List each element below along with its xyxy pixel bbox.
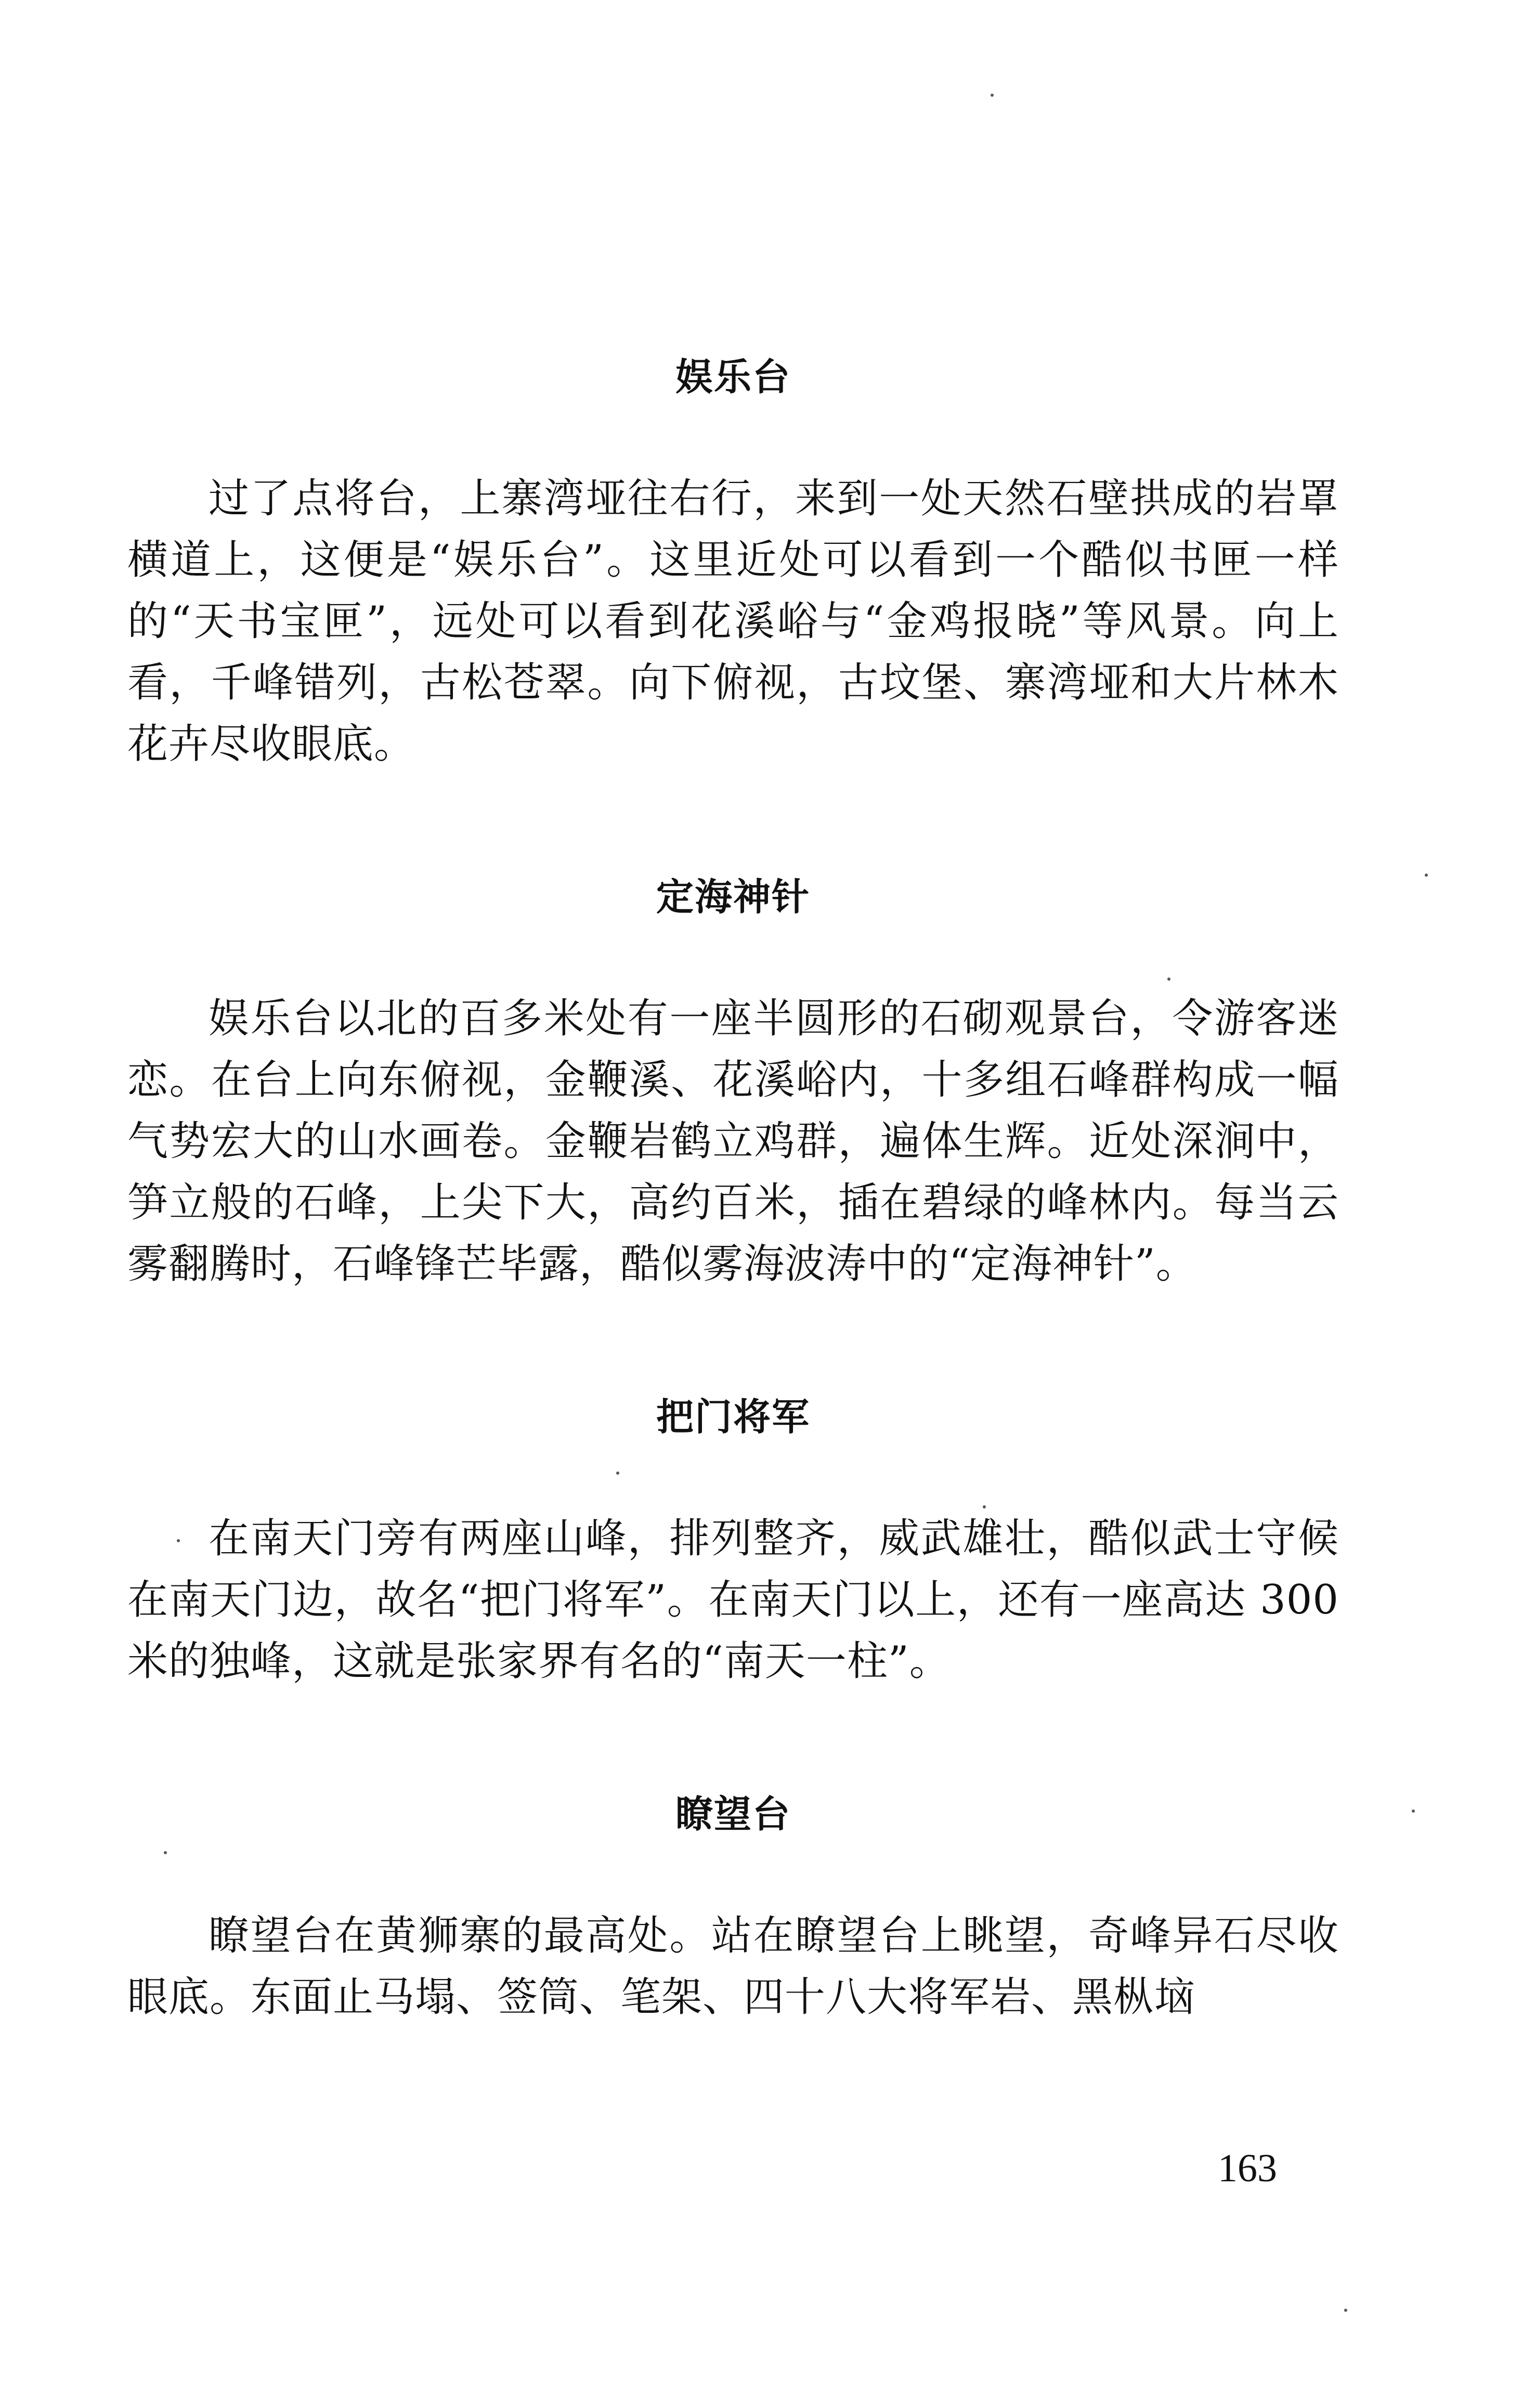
section-paragraph: 在南天门旁有两座山峰，排列整齐，威武雄壮，酷似武士守候在南天门边，故名“把门将军”。在南天门以上，还有一座高达 300 米的独峰，这就是张家界有名的“南天一柱”。 [127, 1515, 1339, 1685]
section-bamen-jiangjun [127, 1394, 1339, 1692]
page-content [127, 354, 1339, 2028]
scan-speck [177, 1539, 180, 1542]
scan-speck [983, 1505, 986, 1508]
page-number: 163 [1218, 2146, 1277, 2190]
section-liaowang-tai [127, 1791, 1339, 2028]
section-heading: 瞭望台 [675, 1792, 791, 1836]
section-heading: 把门将军 [656, 1395, 810, 1439]
scan-speck [1344, 2309, 1347, 2312]
section-heading: 娱乐台 [675, 355, 791, 399]
scan-speck [991, 94, 994, 97]
scan-speck [1425, 874, 1428, 877]
section-dinghai-shenzhen [127, 874, 1339, 1295]
section-paragraph: 娱乐台以北的百多米处有一座半圆形的石砌观景台，令游客迷恋。在台上向东俯视，金鞭溪、花溪峪内，十多组石峰群构成一幅气势宏大的山水画卷。金鞭岩鹤立鸡群，遍体生辉。近处深涧中，笋立般的石峰，上尖下大，高约百米，插在碧绿的峰林内。每当云雾翻腾时，石峰锋芒毕露，酷似雾海波涛中的“定海神针”。 [127, 995, 1339, 1287]
section-heading: 定海神针 [656, 875, 810, 919]
scan-speck [1412, 1810, 1415, 1813]
scan-speck [164, 1851, 167, 1854]
scan-speck [616, 1472, 619, 1475]
section-paragraph: 瞭望台在黄狮寨的最高处。站在瞭望台上眺望，奇峰异石尽收眼底。东面止马塌、签筒、笔架、四十八大将军岩、黑枞垴 [127, 1912, 1339, 2021]
section-yule-tai [127, 354, 1339, 775]
scan-speck [1167, 978, 1170, 981]
section-paragraph: 过了点将台，上寨湾垭往右行，来到一处天然石壁拱成的岩罩横道上，这便是“娱乐台”。这里近处可以看到一个酷似书匣一样的“天书宝匣”，远处可以看到花溪峪与“金鸡报晓”等风景。向上看，千峰错列，古松苍翠。向下俯视，古坟堡、寨湾垭和大片林木花卉尽收眼底。 [127, 475, 1339, 767]
